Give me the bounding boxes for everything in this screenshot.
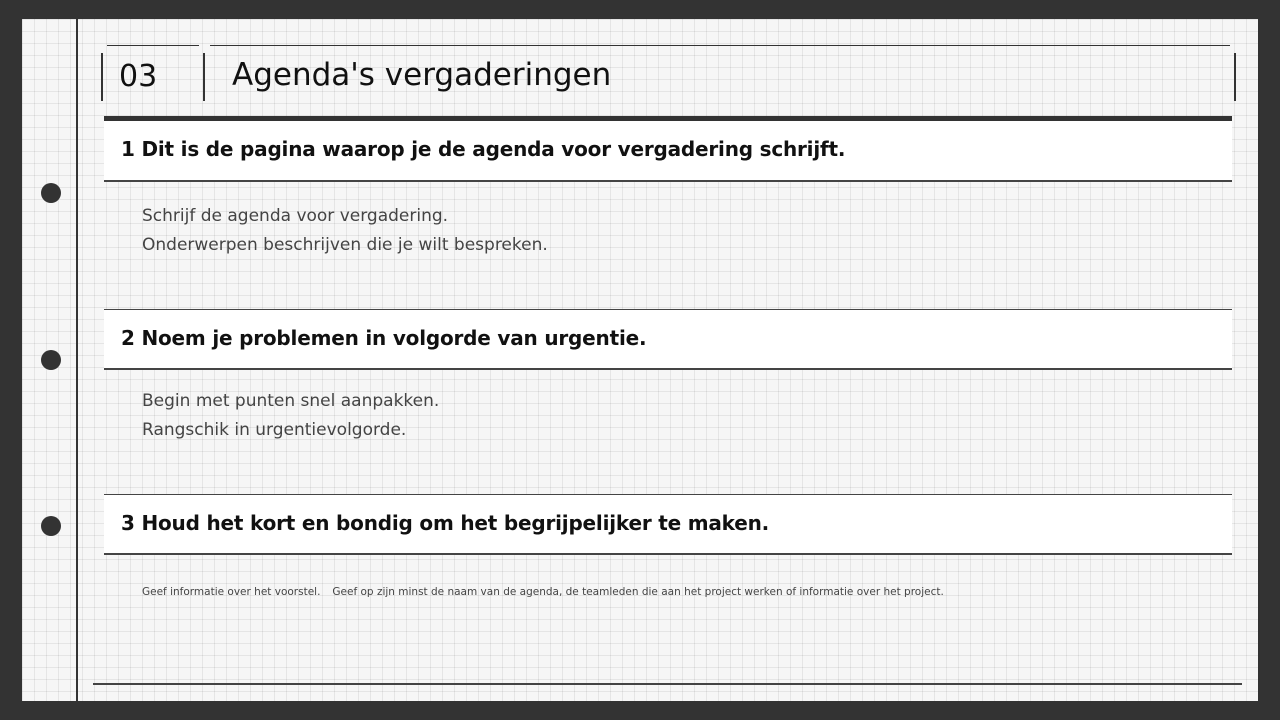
page-title-box [210, 45, 1236, 102]
section-heading-text: 3 Houd het kort en bondig om het begrijpelijker te maken. [121, 511, 770, 535]
notebook-page [22, 19, 1258, 701]
section-heading-text: 1 Dit is de pagina waarop je de agenda voor vergadering schrijft. [121, 137, 846, 161]
footnote-part-2: Geef op zijn minst de naam van de agenda, de teamleden die aan het project werken of informatie over het project. [332, 586, 944, 598]
binder-hole [41, 183, 61, 203]
section-number: 03 [119, 59, 158, 94]
section-heading-2 [104, 309, 1232, 370]
section-body-1 [142, 202, 548, 260]
section-heading-1 [104, 121, 1232, 182]
body-line: Onderwerpen beschrijven die je wilt bespreken. [142, 235, 548, 255]
footnote [142, 586, 944, 598]
margin-line [76, 19, 78, 701]
section-body-2 [142, 387, 439, 445]
binder-hole [41, 350, 61, 370]
footnote-part-1: Geef informatie over het voorstel. [142, 586, 321, 598]
body-line: Begin met punten snel aanpakken. [142, 391, 440, 411]
binder-hole [41, 516, 61, 536]
bottom-divider [93, 683, 1242, 685]
section-heading-text: 2 Noem je problemen in volgorde van urgentie. [121, 326, 647, 350]
page-title: Agenda's vergaderingen [232, 57, 612, 93]
section-number-box [101, 45, 205, 102]
section-heading-3 [104, 494, 1232, 555]
body-line: Schrijf de agenda voor vergadering. [142, 206, 449, 226]
body-line: Rangschik in urgentievolgorde. [142, 420, 407, 440]
